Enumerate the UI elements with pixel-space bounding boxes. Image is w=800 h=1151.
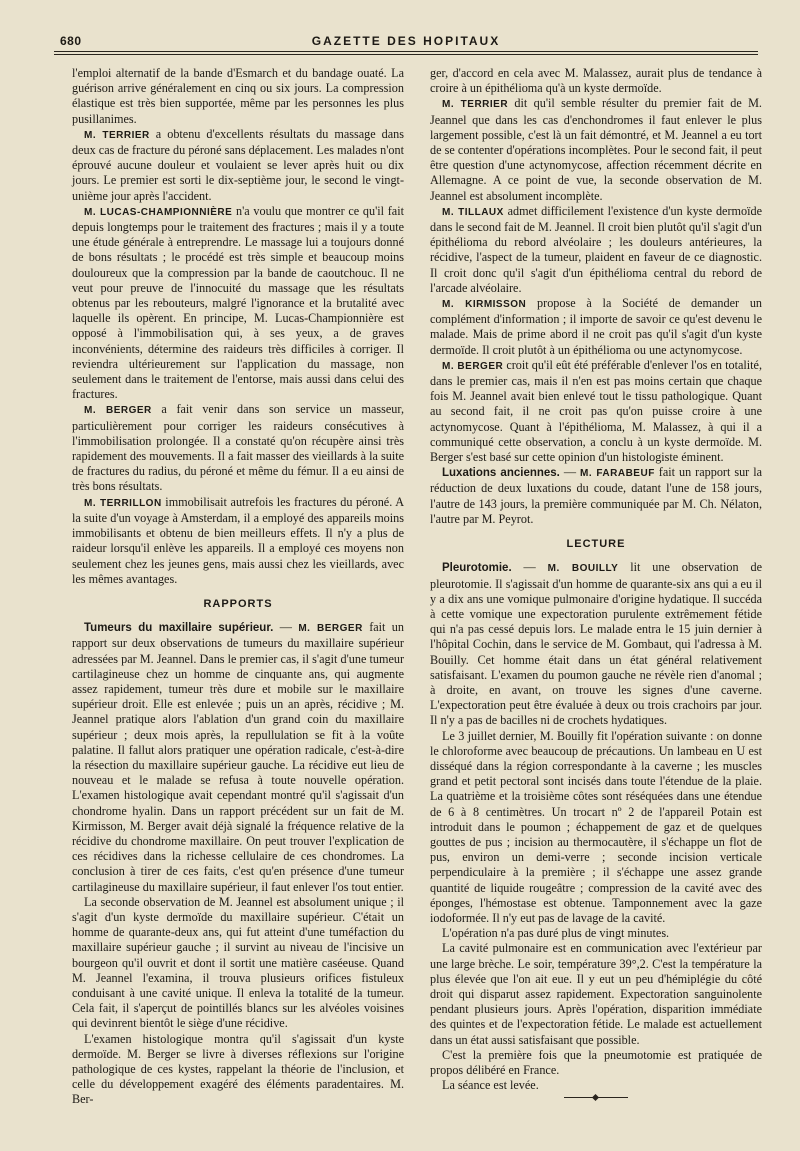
paragraph	[72, 620, 404, 895]
paragraph-text: admet difficilement l'existence d'un kyste dermoïde dans le second fait de M. Jeannel. Il croit bien plutôt qu'il s'agit d'un épithélioma du rebord alvéolaire ; les douleurs antérieures, la récidive, l'aspect de la tumeur, plaident en faveur de ce diagnostic. Il croit donc qu'il s'agit d'un épithélioma central du rebord de l'arcade alvéolaire.	[430, 203, 762, 295]
speaker-name: M. FARABEUF	[580, 468, 655, 480]
paragraph-text: croit qu'il eût été préférable d'enlever l'os en totalité, dans le premier cas, mais il n'en est pas moins certain que chaque fois M. Jeannel avait bien enlevé tout le tissu pathologique. Quant au second fait, il ne croit pas qu'on puisse croire à une actynomycose. Quant à l'épithélioma, M. Malassez, à qui il a communiqué cette observation, a conclu à un kyste dermoïde. M. Berger s'est basé sur cette opinion d'un histologiste éminent.	[430, 357, 762, 465]
page-header	[54, 30, 758, 54]
speaker-name: M. TERRILLON	[84, 497, 162, 509]
paragraph: Le 3 juillet dernier, M. Bouilly fit l'opération suivante : on donne le chloroforme avec beaucoup de précautions. Un lambeau en U est disséqué dans la région correspondante à la caverne ; les muscles grand et petit pectoral sont incisés dans toute l'étendue de la plaie. La quatrième et la troisième côtes sont réséquées dans une étendue de 6 à 8 centimètres. Un trocart nº 2 de l'appareil Potain est introduit dans le poumon ; échappement de gaz et de quelques gouttes de pus ; incision au thermocautère, il s'échappe un flot de pus, environ un demi-verre ; seconde incision verticale perpendiculaire à la première ; il s'échappe une assez grande quantité de liquide rougeâtre ; compression de la cavité avec des éponges, l'hémostase est obtenue. Tamponnement avec la gaze iodoformée. Il n'y eut pas de lavage de la cavité.	[430, 728, 762, 925]
paragraph-text: fait un rapport sur la réduction de deux luxations du coude, datant l'une de 158 jours, l'autre de 143 jours, la première communiquée par M. Ch. Nélaton, l'autre par M. Peyrot.	[430, 465, 763, 526]
paragraph: La cavité pulmonaire est en communication avec l'extérieur par une large brèche. Le soir, température 39°,2. C'est la température la plus élevée que l'on ait eue. Il y eut un peu d'hémiplégie du côté droit qui disparut assez rapidement. Expectoration sanguinolente pendant plusieurs jours. Après l'opération, disparition immédiate des quintes et de l'expectoration fétide. Le malade est actuellement dans un état aussi satisfaisant que possible.	[430, 941, 762, 1047]
topic-lead: Pleurotomie.	[442, 562, 512, 575]
paragraph	[430, 96, 762, 203]
paragraph	[430, 465, 762, 527]
paragraph	[430, 296, 762, 358]
dash: —	[273, 620, 299, 635]
paragraph-text: propose à la Société de demander un complément d'information ; il importe de savoir ce qu'est devenu le malade. Mais de prime abord il ne croit pas qu'il s'agit d'un kyste dermoïde. Il croit plutôt à un épithélioma ou une actynomycose.	[430, 296, 763, 357]
section-heading-lecture: LECTURE	[566, 538, 626, 551]
paragraph: La séance est levée.	[442, 1078, 539, 1093]
paragraph-text: dit qu'il semble résulter du premier fait de M. Jeannel que dans les cas d'enchondromes il faut enlever le plus largement possible, c'est là un fait démontré, et M. Jeannel a eu tort de se contenter d'opérations incomplètes. Pour le second fait, il peut être question d'une actynomycose, affection récemment décrite en Allemagne. A ce point de vue, la seconde observation de M. Jeannel est absolument incomplète.	[430, 96, 762, 203]
section-heading-rapports: RAPPORTS	[203, 597, 273, 610]
speaker-name: M. TERRIER	[84, 129, 150, 141]
paragraph-text: immobilisait autrefois les fractures du péroné. A la suite d'un voyage à Amsterdam, il a employé des appareils moins immobilisants et obtenu de bien meilleurs effets. Il n'y a plus de raideur lorsqu'il enlève les appareils. Il a employé ces moyens non seulement chez les jeunes gens, mais aussi chez les vieillards, avec les mêmes avantages.	[72, 494, 404, 586]
right-column	[430, 66, 762, 1136]
page-number: 680	[60, 34, 82, 48]
ornament-rule	[564, 1097, 628, 1098]
text-columns	[72, 66, 762, 1136]
speaker-name: M. LUCAS-CHAMPIONNIÈRE	[84, 206, 233, 218]
paragraph-text: lit une observation de pleurotomie. Il s'agissait d'un homme de quarante-six ans qui a eu il y a dix ans une vomique pulmonaire d'origine hydatique. Il succéda à cette vomique une expectoration purulente extrêmement fétide qui n'a pas cessé depuis lors. Le malade entra le 15 juin dernier à l'hôpital Cochin, dans le service de M. Gombaut, qui l'adressa à M. Bouilly. Cet homme était dans un état général relativement satisfaisant. L'examen du poumon gauche ne révèle rien d'anomal ; à droite, en avant, on trouve les signes d'une caverne. L'expectoration peut être évaluée à deux ou trois crachoirs par jour. Il n'y a pas de bacilles ni de crochets hydatiques.	[430, 560, 763, 728]
paragraph	[72, 204, 404, 403]
paragraph: L'examen histologique montra qu'il s'agissait d'un kyste dermoïde. M. Berger se livre à diverses réflexions sur l'origine pathologique de ces kystes, rappelant la théorie de l'inclusion, et celle du développement exagéré des éléments paradentaires. M. Ber-	[72, 1031, 404, 1107]
paragraph: C'est la première fois que la pneumotomie est pratiquée de propos délibéré en France.	[430, 1047, 762, 1077]
paragraph	[430, 560, 762, 728]
header-rule	[54, 51, 758, 55]
paragraph	[72, 495, 404, 587]
paragraph: L'opération n'a pas duré plus de vingt minutes.	[442, 926, 670, 941]
paragraph-text: n'a voulu que montrer ce qu'il fait depuis longtemps pour le traitement des fractures ; mais il y a toute une étude générale à entreprendre. Le massage lui a toujours donné de bons résultats ; le procédé est très simple et beaucoup moins douloureux que la compression par la bande de caoutchouc. Il ne veut pour preuve de l'innocuité du massage que les résultats obtenus par les rebouteurs, malgré l'ignorance et la brutalité avec laquelle ils opèrent. En principe, M. Lucas-Championnière est opposé à l'immobilisation qui, à ses yeux, a de graves inconvénients, détermine des raideurs très difficiles à corriger. Il reviendra ultérieurement sur l'application du massage, non seulement dans le traitement de l'entorse, mais aussi dans celui des fractures.	[72, 203, 404, 402]
paragraph-text: fait un rapport sur deux observations de tumeurs du maxillaire supérieur adressées par M. Jeannel. Dans le premier cas, il s'agit d'une tumeur cartilagineuse chez un homme de cinquante ans, qui augmente assez rapidement, tumeur très dure et mobile sur le maxillaire supérieur droit. Elle est enlevée ; puis un an après, récidive ; M. Jeannel pratique alors l'ablation d'un grand coin du maxillaire supérieur ; deux mois après, la repullulation se fit à la voûte palatine. Il fallut alors pratiquer une opération radicale, c'est-à-dire la résection du maxillaire supérieur gauche. La récidive eut lieu de nouveau et le malade se refusa à toute nouvelle opération. L'examen histologique avait cependant montré qu'il s'agissait d'un chondrome hyalin. Dans un rapport précédent sur un fait de M. Kirmisson, M. Berger avait déjà signalé la fréquence relative de la récidive du chondrome maxillaire. On peut trouver l'explication de ces récidives dans la richesse cellulaire de ces chondromes. La conclusion à tirer de ces faits, c'est qu'en présence d'une tumeur cartilagineuse du maxillaire supérieur, il faut enlever l'os tout entier.	[72, 620, 404, 894]
paragraph: ger, d'accord en cela avec M. Malassez, aurait plus de tendance à croire à un épithélioma qu'à un kyste dermoïde.	[430, 66, 762, 96]
speaker-name: M. TILLAUX	[442, 206, 504, 218]
paragraph: La seconde observation de M. Jeannel est absolument unique ; il s'agit d'un kyste dermoïde du maxillaire supérieur. C'était un homme de quarante-deux ans, qui fut atteint d'une tuméfaction du maxillaire supérieur gauche ; il survint au niveau de l'incisive un bourgeon qu'il ouvrit et dont il sortit une matière caséeuse. Quand M. Jeannel l'examina, il trouva plusieurs orifices fistuleux conduisant à une cavité unique. Il enleva la totalité de la tumeur. Cela fait, il s'aperçut de pointillés blancs sur les alvéoles voisines qui devinrent bientôt le siège d'une récidive.	[72, 894, 404, 1031]
paragraph	[72, 402, 404, 494]
speaker-name: M. BERGER	[442, 360, 504, 372]
speaker-name: M. BERGER	[298, 623, 363, 635]
running-title: GAZETTE DES HOPITAUX	[311, 34, 501, 48]
paragraph-text: a obtenu d'excellents résultats du massage dans deux cas de fracture du péroné sans déplacement. Les malades n'ont éprouvé aucune douleur et voulaient se lever après huit ou dix jours. Le premier est sorti le dix-septième jour, le second le vingt-unième jour après l'accident.	[72, 126, 404, 203]
end-ornament	[430, 1097, 762, 1098]
paragraph	[430, 358, 762, 465]
paragraph	[430, 204, 762, 296]
speaker-name: M. BERGER	[84, 405, 152, 417]
speaker-name: M. BOUILLY	[547, 563, 619, 575]
topic-lead: Tumeurs du maxillaire supérieur.	[84, 622, 274, 635]
dash: —	[511, 560, 548, 575]
left-column	[72, 66, 404, 1136]
speaker-name: M. TERRIER	[442, 99, 509, 111]
topic-lead: Luxations anciennes.	[442, 467, 560, 480]
paragraph	[72, 127, 404, 204]
dash: —	[559, 465, 581, 480]
speaker-name: M. KIRMISSON	[442, 299, 527, 311]
paragraph: l'emploi alternatif de la bande d'Esmarch et du bandage ouaté. La guérison arrive généralement en cinq ou six jours. La compression élastique est très bien supportée, même par les personnes les plus pusillanimes.	[72, 66, 404, 126]
paragraph-text: a fait venir dans son service un masseur, particulièrement pour corriger les raideurs consécutives à l'immobilisation prolongée. Il a constaté qu'on récupère ainsi très rapidement des mouvements. Il a fait masser des vieillards à la suite de fractures du radius, du péroné et même du fémur. Il a eu ainsi de très bons résultats.	[72, 402, 405, 494]
